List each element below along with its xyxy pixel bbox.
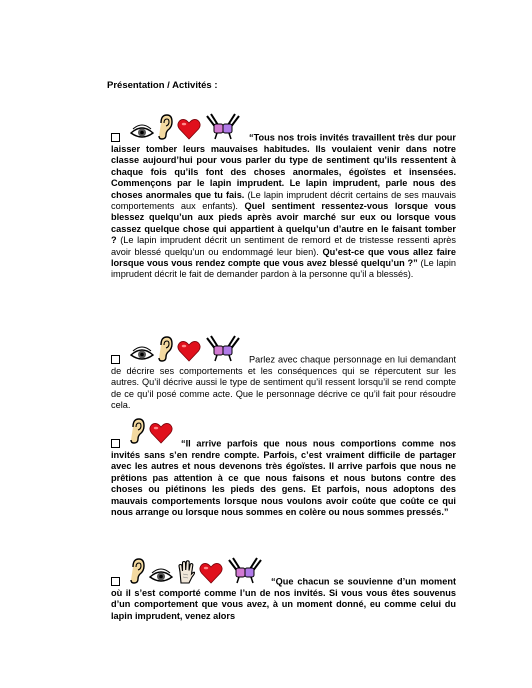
sense-icons xyxy=(130,112,245,144)
dialogue-text: “Il arrive parfois que nous nous comportions comme nos invités sans s’en rendre compte. Parfois, c’est vraiment difficile de partager avec les autres et nous devenons très égoïstes. Il arrive parfois que nous ne prêtions pas attention à ce que nous faisons et nous butons contre des choses ou piétinons les pieds des gens. Et parfois, nous adoptons des mauvais comportements lorsque nous voulons avoir coûte que coûte ce qui nous arrange ou lorsque nous sommes en colère ou nous sommes pressés.” xyxy=(111,438,456,518)
ear-icon xyxy=(158,351,177,361)
eye-icon xyxy=(130,351,158,361)
dialogue-text: “Tous nos trois invités travaillent très dur pour laisser tomber leurs mauvaises habitudes. Ils voulaient venir dans notre classe aujourd’hui pour vous parler du type de sentiment qu’ils ressentent à chaque fois qu’ils font des choses anormales, égoïstes et insensées. Commençons par le lapin imprudent. Le lapin imprudent, parle nous des choses anormales que tu fais. xyxy=(111,132,456,200)
heart-icon xyxy=(149,433,177,443)
dialogue-text: Quel sentiment ressentez-vous lorsque vous blessez quelqu’un aux pieds après avoir marché sur eux ou lorsque vous cassez quelque chose qui appartient à quelqu’un d’autre en le faisant tomber ? xyxy=(111,201,456,246)
hands-icon xyxy=(205,129,245,139)
activity-paragraph xyxy=(111,334,456,412)
ear-icon xyxy=(130,433,149,443)
activity-block-3 xyxy=(111,418,456,518)
checkbox-bullet xyxy=(111,355,120,364)
dialogue-text: Qu’est-ce que vous allez faire lorsque vous vous rendez compte que vous avez blessé quelqu’un ?” xyxy=(111,246,456,269)
ear-icon xyxy=(130,573,149,583)
heart-icon xyxy=(199,573,227,583)
instruction-text: (Le lapin imprudent décrit un sentiment de remord et de tristesse ressenti après avoir blessé quelqu’un ou endommagé leur bien). xyxy=(111,235,456,257)
sense-icons xyxy=(130,418,177,450)
hands-icon xyxy=(227,573,267,583)
activity-paragraph xyxy=(111,112,456,281)
eye-icon xyxy=(130,129,158,139)
activity-paragraph xyxy=(111,556,456,622)
activity-block-1 xyxy=(111,112,456,281)
sense-icons xyxy=(130,556,267,588)
instruction-text: (Le lapin imprudent décrit le fait de demander pardon à la personne qu’il a blessés). xyxy=(111,258,457,280)
ear-icon xyxy=(158,129,177,139)
activity-block-4 xyxy=(111,556,456,622)
heart-icon xyxy=(177,129,205,139)
sense-icons xyxy=(130,334,245,366)
heart-icon xyxy=(177,351,205,361)
eye-icon xyxy=(149,573,177,583)
checkbox-bullet xyxy=(111,577,120,586)
hands-icon xyxy=(205,351,245,361)
hand-icon xyxy=(177,573,199,583)
dialogue-text: “Que chacun se souvienne d’un moment où il s’est comporté comme l’un de nos invités. Si vous vous êtes souvenus d’un comportement que vous avez, à un moment donné, eu comme celui du lapin imprudent, venez alors xyxy=(111,576,456,621)
page-title: Présentation / Activités : xyxy=(107,80,218,91)
checkbox-bullet xyxy=(111,133,120,142)
instruction-text: (Le lapin imprudent décrit certains de ses mauvais comportements aux enfants). xyxy=(111,189,456,212)
instruction-text: Parlez avec chaque personnage en lui demandant de décrire ses comportements et les conséquences qui se répercutent sur les autres. Qu’il décrive aussi le type de sentiment qu’il ressent lorsqu’il se rend compte de ce qu’il posé comme acte. Que le personnage décrive ce qu’il fait pour résoudre cela. xyxy=(111,354,456,411)
activity-paragraph xyxy=(111,418,456,518)
activity-block-2 xyxy=(111,334,456,412)
checkbox-bullet xyxy=(111,439,120,448)
